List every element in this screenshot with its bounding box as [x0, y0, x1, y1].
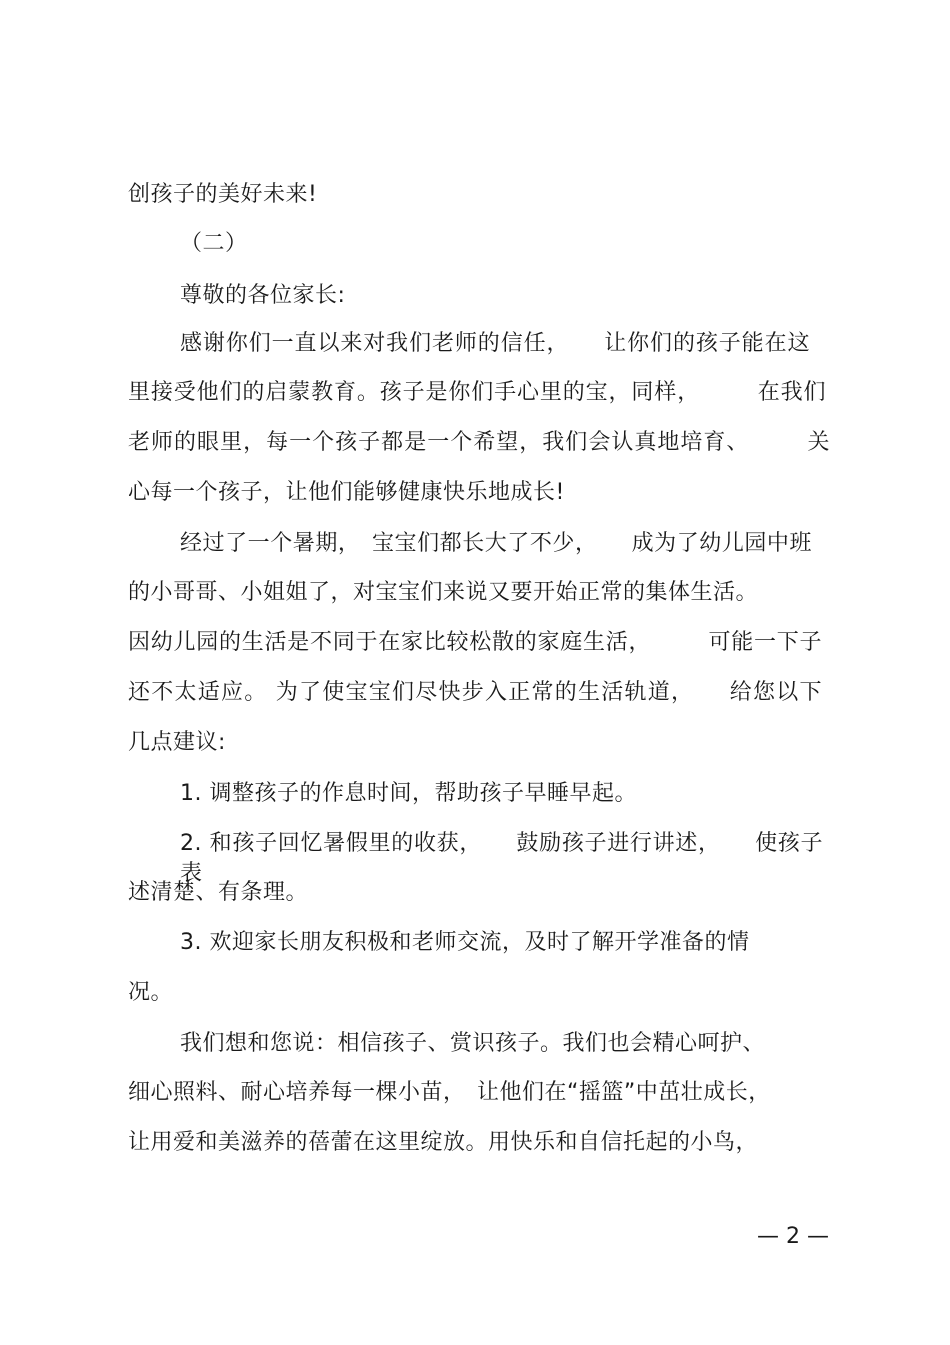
section-heading: （二） [180, 231, 248, 256]
text-line: 况。 [128, 980, 174, 1005]
text-line: 感谢你们一直以来对我们老师的信任， 让你们的孩子能在这 [180, 331, 810, 356]
text-line: 因幼儿园的生活是不同于在家比较松散的家庭生活， 可能一下子 [128, 630, 822, 655]
list-item: 3. 欢迎家长朋友积极和老师交流，及时了解开学准备的情 [180, 930, 750, 955]
text-line: 老师的眼里，每一个孩子都是一个希望，我们会认真地培育、 关 [128, 430, 830, 455]
page-number: — 2 — [757, 1224, 829, 1249]
text-line: 还不太适应。 为了使宝宝们尽快步入正常的生活轨道， 给您以下 [128, 680, 822, 705]
list-item: 2. 和孩子回忆暑假里的收获， 鼓励孩子进行讲述， 使孩子表 [180, 831, 823, 886]
text-line: 细心照料、耐心培养每一棵小苗， 让他们在“摇篮”中茁壮成长， [128, 1080, 771, 1105]
text-line: 述清楚、有条理。 [128, 880, 309, 905]
list-item: 1. 调整孩子的作息时间，帮助孩子早睡早起。 [180, 781, 637, 806]
text-line: 我们想和您说：相信孩子、赏识孩子。我们也会精心呵护、 [180, 1031, 766, 1056]
salutation: 尊敬的各位家长: [180, 283, 346, 308]
text-line: 经过了一个暑期， 宝宝们都长大了不少， 成为了幼儿园中班 [180, 531, 812, 556]
text-line: 的小哥哥、小姐姐了，对宝宝们来说又要开始正常的集体生活。 [128, 580, 759, 605]
text-line: 让用爱和美滋养的蓓蕾在这里绽放。用快乐和自信托起的小鸟， [128, 1130, 759, 1155]
text-line: 心每一个孩子，让他们能够健康快乐地成长! [128, 480, 565, 505]
text-line: 创孩子的美好未来! [128, 182, 318, 207]
text-line: 几点建议: [128, 730, 226, 755]
text-line: 里接受他们的启蒙教育。孩子是你们手心里的宝，同样， 在我们 [128, 380, 826, 405]
